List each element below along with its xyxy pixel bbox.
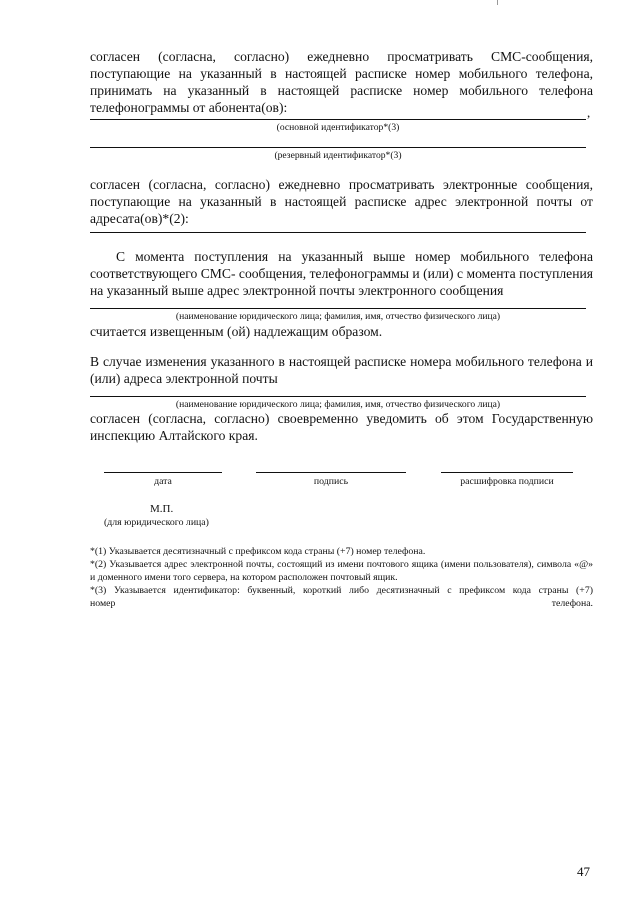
scan-mark bbox=[497, 0, 498, 5]
timely-notify-paragraph: согласен (согласна, согласно) своевременно уведомить об этом Государственную инспекцию Алтайского края. bbox=[90, 411, 593, 443]
footnote-3-left: номер bbox=[90, 598, 116, 609]
change-notice-paragraph: В случае изменения указанного в настоящей расписке номера мобильного телефона и (или) адреса электронной почты bbox=[90, 354, 593, 386]
notification-moment-paragraph: С момента поступления на указанный выше номер мобильного телефона соответствующего СМС- сообщения, телефонограммы и (или) с момента поступления на указанный выше адрес электронной почты электронного сообщения bbox=[90, 249, 593, 298]
signature-caption: подпись bbox=[313, 476, 349, 487]
email-address-line bbox=[90, 232, 586, 233]
reserve-identifier-caption: (резервный идентификатор*(3) bbox=[274, 150, 402, 161]
footnote-2: *(2) Указывается адрес электронной почты, состоящий из имени почтового ящика (имени пользователя), символа «@» и доменного имени того сервера, на котором расположен почтовый ящик. bbox=[90, 559, 593, 583]
footnote-3: *(3) Указывается идентификатор: буквенный, короткий либо десятизначный с префиксом кода страны (+7) bbox=[90, 585, 593, 596]
consent-email-paragraph: согласен (согласна, согласно) ежедневно просматривать электронные сообщения, поступающие на указанный в настоящей расписке адрес электронной почты от адресата(ов)*(2): bbox=[90, 177, 593, 226]
stamp-note: (для юридического лица) bbox=[104, 517, 209, 528]
reserve-identifier-line bbox=[90, 147, 586, 148]
considered-notified-text: считается извещенным (ой) надлежащим образом. bbox=[90, 324, 383, 339]
name-line-2 bbox=[90, 396, 586, 397]
name-caption-2: (наименование юридического лица; фамилия, имя, отчество физического лица) bbox=[175, 399, 501, 410]
name-line-1 bbox=[90, 308, 586, 309]
footnote-3-continuation bbox=[90, 597, 593, 610]
footnote-1: *(1) Указывается десятизначный с префиксом кода страны (+7) номер телефона. bbox=[90, 546, 426, 557]
name-caption-1: (наименование юридического лица; фамилия, имя, отчество физического лица) bbox=[175, 311, 501, 322]
page-number: 47 bbox=[577, 864, 590, 879]
main-identifier-caption: (основной идентификатор*(3) bbox=[276, 122, 400, 133]
signature-line bbox=[256, 472, 406, 473]
decode-caption: расшифровка подписи bbox=[460, 476, 554, 487]
stamp-mp: М.П. bbox=[150, 503, 174, 515]
comma-mark: , bbox=[587, 105, 591, 120]
consent-sms-paragraph: согласен (согласна, согласно) ежедневно просматривать СМС-сообщения, поступающие на указанный в настоящей расписке номер мобильного телефона, принимать на указанный в настоящей расписке номер мобильного телефона телефонограммы от абонента(ов): bbox=[90, 49, 593, 115]
date-caption: дата bbox=[154, 476, 172, 487]
main-identifier-line bbox=[90, 119, 586, 120]
footnote-3-right: телефона. bbox=[551, 598, 593, 609]
decode-line bbox=[441, 472, 573, 473]
date-line bbox=[104, 472, 222, 473]
